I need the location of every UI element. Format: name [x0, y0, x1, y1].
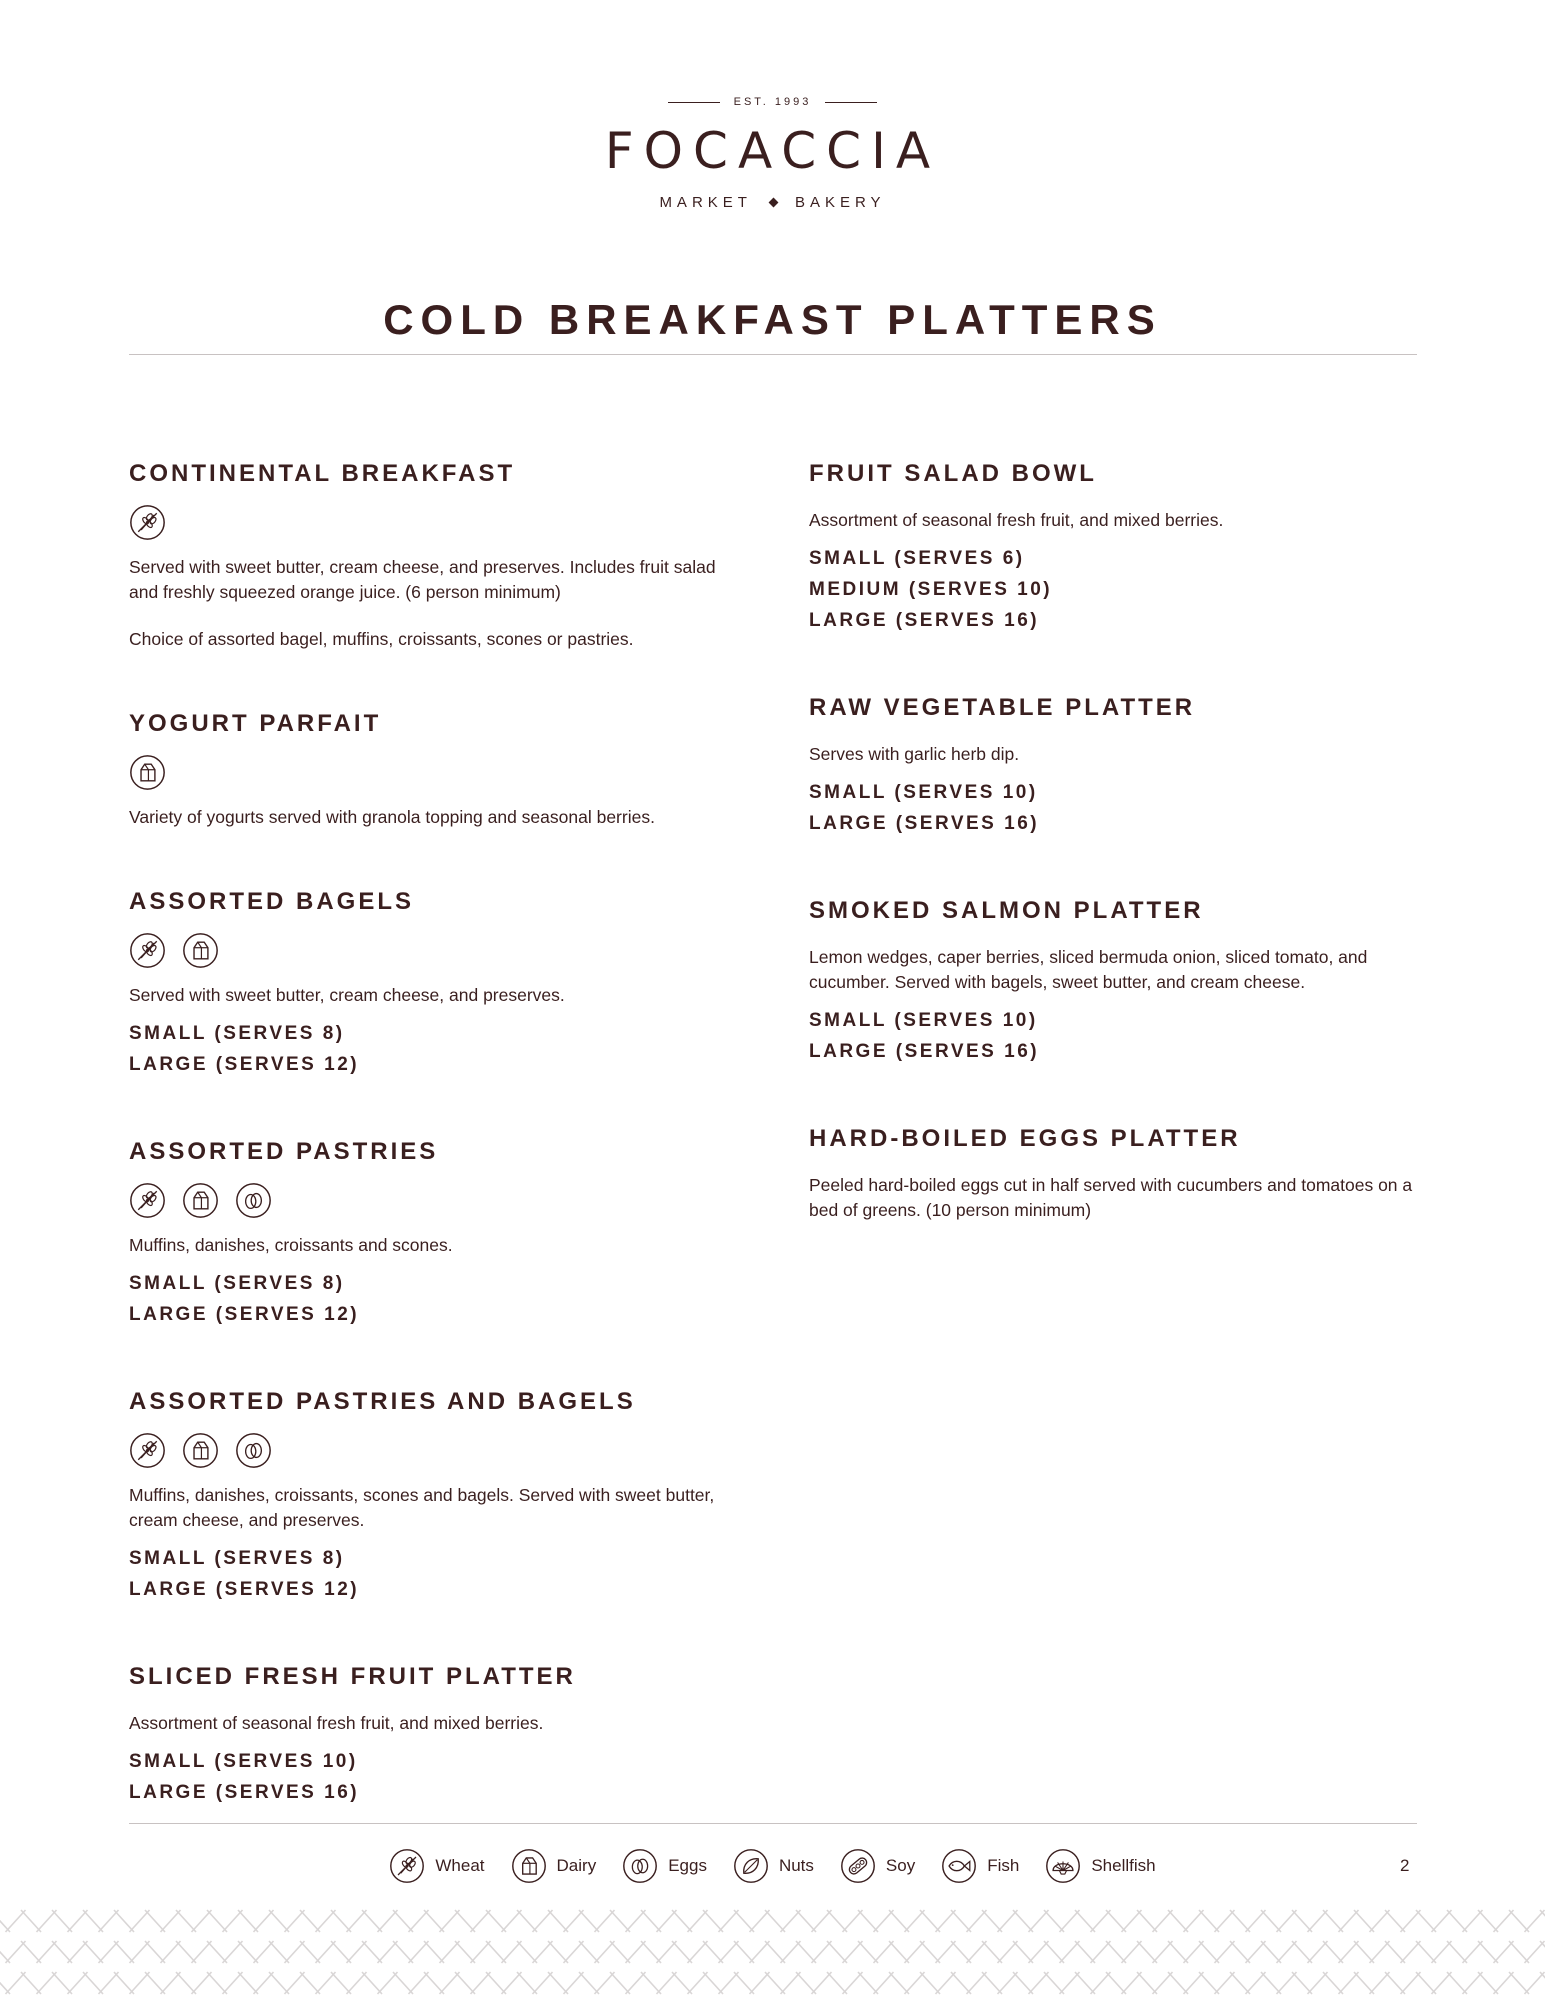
size-option: LARGE (SERVES 16) [809, 610, 1040, 631]
menu-item [809, 454, 1419, 636]
established-text: EST. 1993 [733, 96, 812, 108]
size-option: SMALL (SERVES 8) [129, 1273, 345, 1294]
legend-item [511, 1848, 597, 1884]
size-options [129, 1543, 749, 1605]
menu-item [129, 704, 749, 830]
divider [825, 102, 877, 103]
legend-item [840, 1848, 915, 1884]
decorative-pattern [0, 1908, 1545, 2000]
brand-subtitle [0, 194, 1545, 211]
menu-item-name: RAW VEGETABLE PLATTER [809, 694, 1196, 721]
menu-item [129, 882, 749, 1080]
menu-item-description: Served with sweet butter, cream cheese, and preserves. Includes fruit salad and freshly squeezed orange juice. (6 person minimum) [129, 557, 716, 602]
page-title: COLD BREAKFAST PLATTERS [383, 296, 1162, 343]
menu-item [809, 891, 1419, 1067]
size-options [129, 1018, 749, 1080]
size-option: LARGE (SERVES 12) [129, 1304, 360, 1325]
size-options [809, 543, 1419, 636]
eggs-icon [235, 1182, 272, 1219]
dairy-icon [182, 932, 219, 969]
size-options [129, 1268, 749, 1330]
legend-item [1045, 1848, 1155, 1884]
legend-label: Eggs [668, 1856, 707, 1875]
menu-item [809, 688, 1419, 839]
size-options [129, 1746, 749, 1808]
size-option: SMALL (SERVES 8) [129, 1023, 345, 1044]
size-option: SMALL (SERVES 8) [129, 1548, 345, 1569]
soy-icon [840, 1848, 876, 1884]
allergen-legend [0, 1848, 1545, 1884]
allergen-icons [129, 932, 749, 969]
eggs-icon [622, 1848, 658, 1884]
allergen-icons [129, 1432, 749, 1469]
menu-item [129, 454, 749, 652]
eggs-icon [235, 1432, 272, 1469]
wheat-icon [129, 932, 166, 969]
menu-item-name: HARD-BOILED EGGS PLATTER [809, 1125, 1241, 1152]
menu-item-description: Served with sweet butter, cream cheese, and preserves. [129, 985, 565, 1005]
menu-item-name: CONTINENTAL BREAKFAST [129, 460, 516, 487]
dairy-icon [129, 754, 166, 791]
menu-item-name: ASSORTED BAGELS [129, 888, 415, 915]
footer-divider [129, 1823, 1417, 1824]
size-option: SMALL (SERVES 10) [129, 1751, 358, 1772]
menu-item-description: Assortment of seasonal fresh fruit, and mixed berries. [809, 510, 1224, 530]
wheat-icon [129, 1432, 166, 1469]
size-options [809, 1005, 1419, 1067]
menu-item-description: Variety of yogurts served with granola topping and seasonal berries. [129, 807, 655, 827]
legend-item [389, 1848, 484, 1884]
allergen-icons [129, 754, 749, 791]
menu-item [129, 1132, 749, 1330]
wheat-icon [129, 1182, 166, 1219]
menu-item-description: Assortment of seasonal fresh fruit, and mixed berries. [129, 1713, 544, 1733]
menu-item-description: Serves with garlic herb dip. [809, 744, 1020, 764]
legend-item [622, 1848, 707, 1884]
left-column [129, 454, 749, 1860]
dairy-icon [182, 1182, 219, 1219]
allergen-icons [129, 1182, 749, 1219]
menu-item-description: Muffins, danishes, croissants, scones and bagels. Served with sweet butter, cream cheese, and preserves. [129, 1485, 715, 1530]
legend-label: Soy [885, 1856, 916, 1875]
page-number: 2 [1400, 1856, 1410, 1875]
menu-item [809, 1119, 1419, 1223]
allergen-icons [129, 504, 749, 541]
legend-item [733, 1848, 814, 1884]
menu-item-description: Lemon wedges, caper berries, sliced bermuda onion, sliced tomato, and cucumber. Served with bagels, sweet butter, and cream cheese. [809, 947, 1368, 992]
nuts-icon [733, 1848, 769, 1884]
legend-label: Wheat [435, 1856, 485, 1875]
size-option: LARGE (SERVES 12) [129, 1054, 360, 1075]
menu-item-note: Choice of assorted bagel, muffins, croissants, scones or pastries. [129, 629, 634, 649]
wheat-icon [129, 504, 166, 541]
dairy-icon [511, 1848, 547, 1884]
right-column [809, 454, 1419, 1275]
menu-item-name: ASSORTED PASTRIES AND BAGELS [129, 1388, 636, 1415]
size-option: LARGE (SERVES 16) [809, 1041, 1040, 1062]
brand-name: FOCACCIA [604, 122, 941, 180]
legend-item [941, 1848, 1019, 1884]
size-option: SMALL (SERVES 10) [809, 782, 1038, 803]
menu-item-name: ASSORTED PASTRIES [129, 1138, 439, 1165]
menu-item-name: SLICED FRESH FRUIT PLATTER [129, 1663, 576, 1690]
shellfish-icon [1045, 1848, 1081, 1884]
size-option: SMALL (SERVES 6) [809, 548, 1025, 569]
title-divider [129, 354, 1417, 355]
brand-sub-right: BAKERY [794, 194, 886, 211]
size-option: LARGE (SERVES 16) [129, 1782, 360, 1803]
menu-item [129, 1657, 749, 1808]
fish-icon [941, 1848, 977, 1884]
brand-sub-left: MARKET [659, 194, 752, 211]
menu-item-name: FRUIT SALAD BOWL [809, 460, 1097, 487]
size-options [809, 777, 1419, 839]
menu-item-name: SMOKED SALMON PLATTER [809, 897, 1204, 924]
dairy-icon [182, 1432, 219, 1469]
wheat-icon [389, 1848, 425, 1884]
menu-item [129, 1382, 749, 1605]
divider [668, 102, 720, 103]
menu-item-description: Muffins, danishes, croissants and scones. [129, 1235, 453, 1255]
size-option: SMALL (SERVES 10) [809, 1010, 1038, 1031]
diamond-icon [769, 198, 779, 208]
menu-item-name: YOGURT PARFAIT [129, 710, 382, 737]
legend-label: Dairy [556, 1856, 597, 1875]
size-option: LARGE (SERVES 16) [809, 813, 1040, 834]
menu-item-description: Peeled hard-boiled eggs cut in half served with cucumbers and tomatoes on a bed of greens. (10 person minimum) [809, 1175, 1413, 1220]
established-line [0, 96, 1545, 108]
legend-label: Fish [987, 1856, 1020, 1875]
size-option: LARGE (SERVES 12) [129, 1579, 360, 1600]
brand-logo [0, 96, 1545, 211]
legend-label: Shellfish [1091, 1856, 1156, 1875]
size-option: MEDIUM (SERVES 10) [809, 579, 1053, 600]
legend-label: Nuts [778, 1856, 814, 1875]
